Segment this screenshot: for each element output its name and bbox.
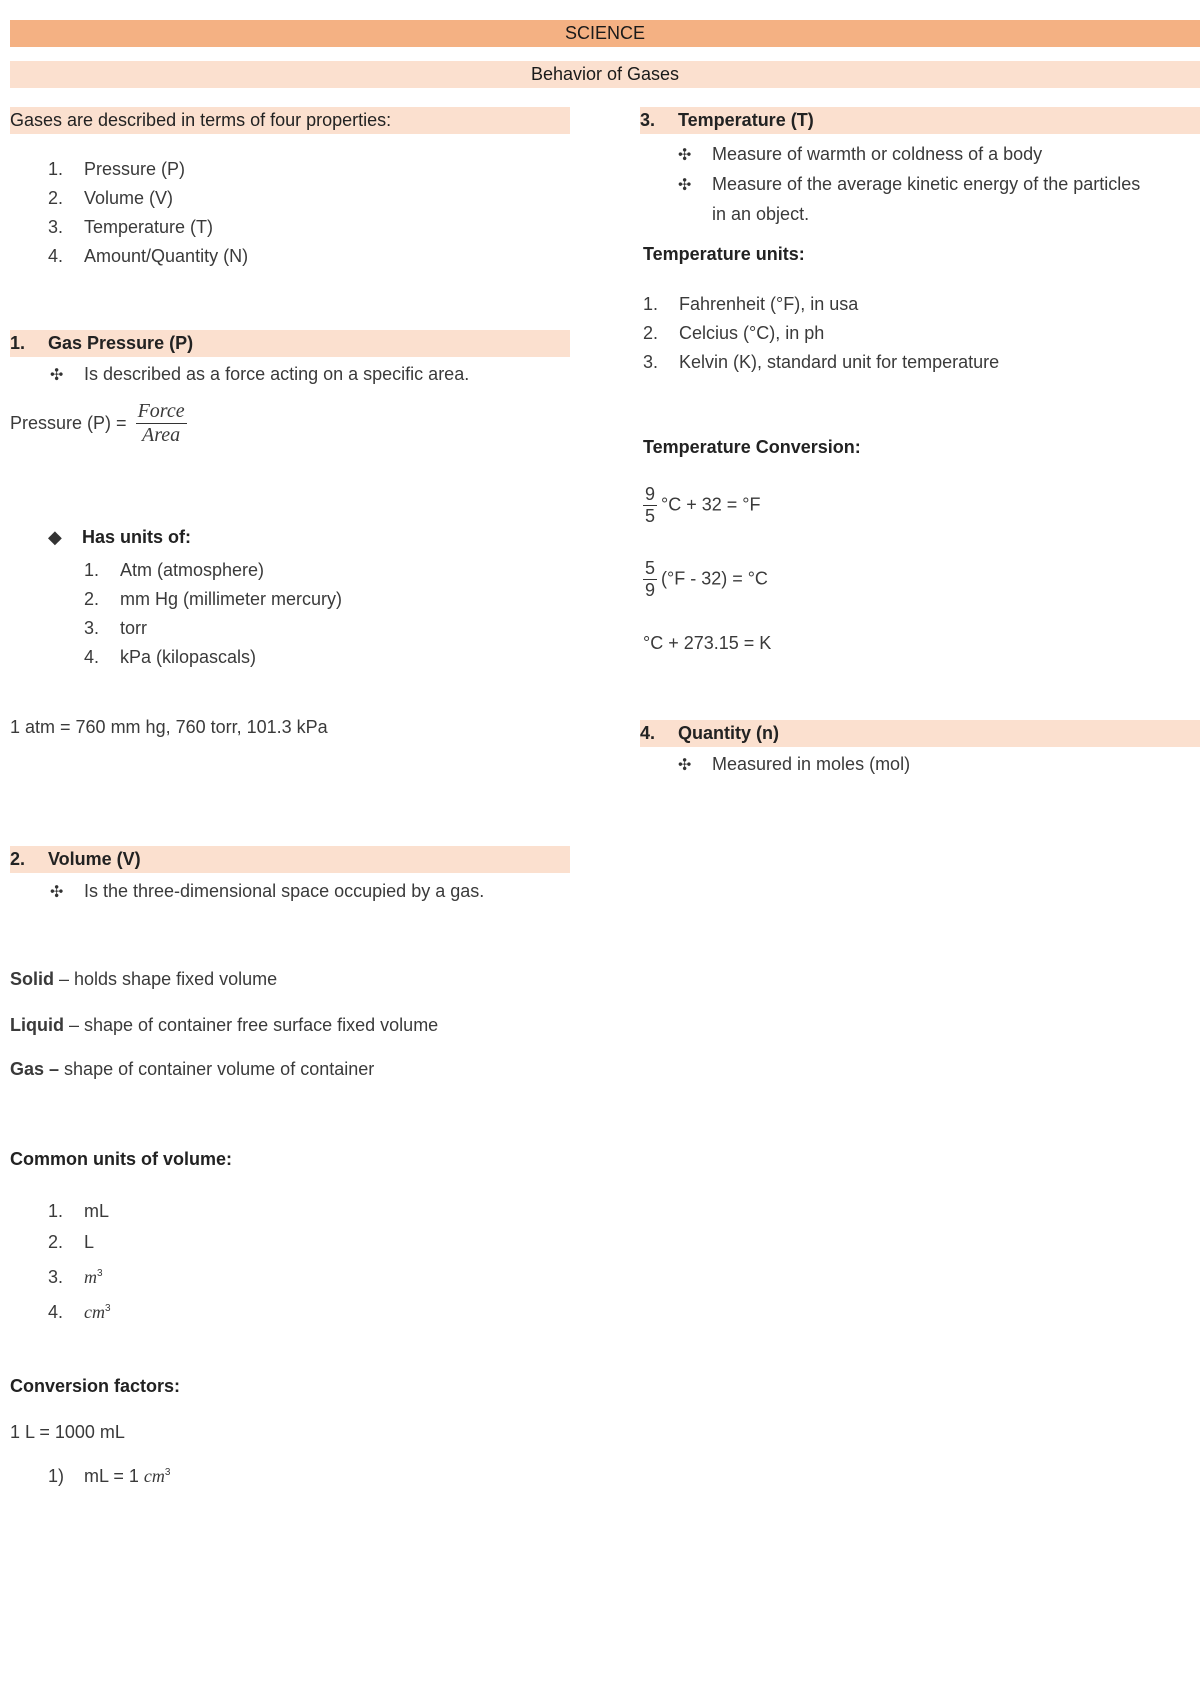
state-liquid: Liquid – shape of container free surface fixed volume bbox=[10, 1015, 439, 1035]
topic-title-band bbox=[10, 61, 1200, 88]
list-item: 2. mm Hg (millimeter mercury) bbox=[84, 589, 342, 609]
state-solid: Solid – holds shape fixed volume bbox=[10, 969, 278, 989]
nine-fifths-fraction: $\frac{9}{5}$ bbox=[645, 484, 656, 526]
diamond-bullet-icon: ✣ bbox=[50, 884, 64, 901]
force-over-area-fraction: $\frac{\text{Force}}{\text{Area}}$ bbox=[137, 400, 185, 446]
temperature-units-heading: Temperature units: bbox=[643, 244, 805, 264]
quantity-heading-band bbox=[640, 720, 1200, 747]
pressure-units-list bbox=[84, 556, 342, 672]
celsius-to-kelvin-formula: °C + 273.15 = K bbox=[643, 633, 772, 653]
conversion-ml-cm3: 1) mL = 1 $cm^3$ bbox=[48, 1466, 171, 1486]
list-item: 1. Pressure (P) bbox=[48, 159, 186, 179]
list-item: 4. Amount/Quantity (N) bbox=[48, 246, 249, 266]
list-item: in an object. bbox=[712, 204, 810, 224]
diamond-bullet-icon: ✣ bbox=[50, 367, 64, 384]
subject-title: SCIENCE bbox=[564, 23, 645, 43]
list-item: 1. Fahrenheit (°F), in usa bbox=[643, 294, 859, 314]
list-item: 3. Kelvin (K), standard unit for temperature bbox=[643, 352, 1000, 372]
volume-heading-band bbox=[10, 846, 570, 873]
temperature-heading: 3. Temperature (T) bbox=[640, 110, 814, 130]
diamond-bullet-icon: ✣ bbox=[678, 177, 692, 194]
list-item: 2. L bbox=[48, 1232, 95, 1252]
topic-title: Behavior of Gases bbox=[530, 64, 680, 84]
temperature-bullets bbox=[678, 140, 1140, 229]
state-gas: Gas – shape of container volume of container bbox=[10, 1059, 375, 1079]
list-item: ✣ Measure of warmth or coldness of a body bbox=[678, 140, 1140, 170]
list-item: 3. Temperature (T) bbox=[48, 217, 214, 237]
property-list bbox=[48, 155, 248, 271]
temperature-conversion-heading: Temperature Conversion: bbox=[643, 437, 861, 457]
diamond-bullet-icon: ✣ bbox=[678, 147, 692, 164]
pressure-heading: 1. Gas Pressure (P) bbox=[10, 333, 194, 353]
list-item: 1. mL bbox=[48, 1201, 110, 1221]
fahrenheit-to-celsius-formula: $\frac{5}{9}$ (°F - 32) = °C bbox=[645, 558, 768, 600]
list-item: 3. $m^3$ bbox=[48, 1267, 103, 1287]
diamond-bullet-icon: ◆ bbox=[48, 527, 62, 547]
pressure-heading-band bbox=[10, 330, 570, 357]
volume-units-list bbox=[48, 1196, 111, 1328]
quantity-bullet: ✣ Measured in moles (mol) bbox=[678, 754, 911, 774]
diamond-bullet-icon: ✣ bbox=[678, 757, 692, 774]
pressure-equivalence: 1 atm = 760 mm hg, 760 torr, 101.3 kPa bbox=[10, 717, 328, 737]
temperature-units-list bbox=[643, 290, 999, 377]
quantity-heading: 4. Quantity (n) bbox=[640, 723, 779, 743]
subject-title-band bbox=[10, 20, 1200, 47]
pressure-bullet: ✣ Is described as a force acting on a specific area. bbox=[50, 364, 470, 384]
five-ninths-fraction: $\frac{5}{9}$ bbox=[645, 558, 656, 600]
list-item: 2. Celcius (°C), in ph bbox=[643, 323, 825, 343]
intro-heading-band bbox=[10, 107, 570, 134]
intro-heading: Gases are described in terms of four properties: bbox=[10, 110, 392, 130]
conversion-liter: 1 L = 1000 mL bbox=[10, 1422, 125, 1442]
list-item: 4. kPa (kilopascals) bbox=[84, 647, 257, 667]
list-item: 2. Volume (V) bbox=[48, 188, 174, 208]
volume-units-heading: Common units of volume: bbox=[10, 1149, 232, 1169]
conversion-factors-heading: Conversion factors: bbox=[10, 1376, 181, 1396]
pressure-formula: Pressure (P) = $\frac{\text{Force}}{\text{Area}}$ bbox=[10, 400, 185, 446]
temperature-heading-band bbox=[640, 107, 1200, 134]
volume-bullet: ✣ Is the three-dimensional space occupied by a gas. bbox=[50, 881, 485, 901]
volume-heading: 2. Volume (V) bbox=[10, 849, 141, 869]
list-item: 1. Atm (atmosphere) bbox=[84, 560, 265, 580]
list-item: 4. $cm^3$ bbox=[48, 1302, 111, 1322]
list-item: ✣ Measure of the average kinetic energy of the particles bbox=[678, 170, 1140, 200]
pressure-units-heading: ◆ Has units of: bbox=[48, 527, 192, 547]
list-item: 3. torr bbox=[84, 618, 147, 638]
celsius-to-fahrenheit-formula: $\frac{9}{5}$ °C + 32 = °F bbox=[645, 484, 761, 526]
